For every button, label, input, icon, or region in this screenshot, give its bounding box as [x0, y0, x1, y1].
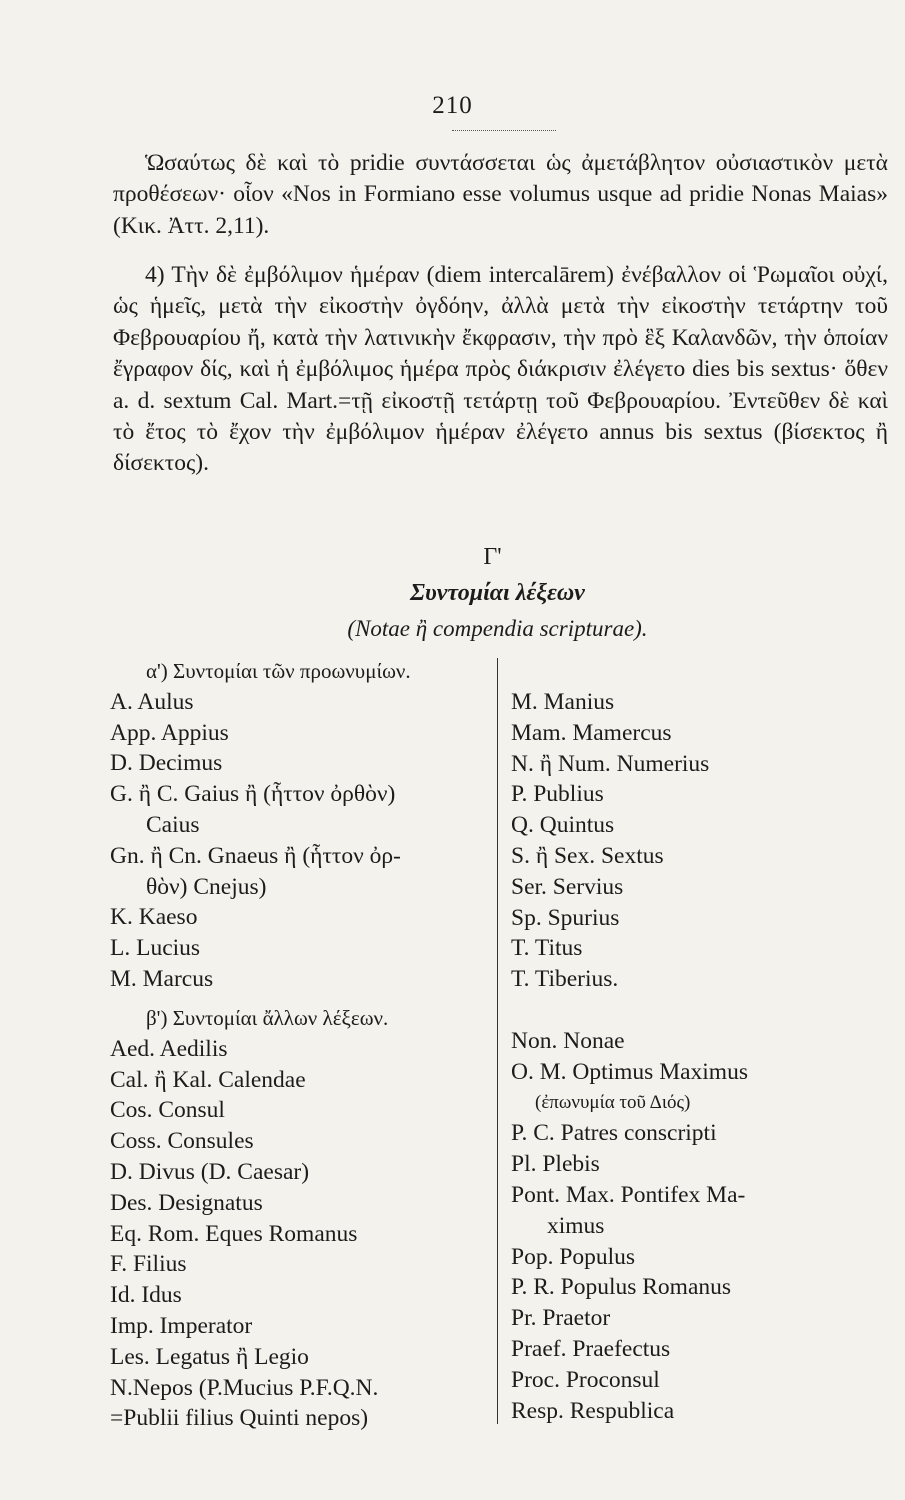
list-item: Mam. Mamercus — [511, 719, 672, 746]
list-item: Non. Nonae — [511, 1028, 625, 1054]
list-item: F. Filius — [110, 1251, 187, 1278]
list-item: Ser. Servius — [511, 873, 624, 900]
list-item: Aed. Aedilis — [110, 1035, 228, 1062]
section-subtitle: (Notae ἢ compendia scripturae). — [347, 616, 648, 641]
list-item: Eq. Rom. Eques Romanus — [110, 1220, 358, 1247]
list-item: L. Lucius — [110, 935, 201, 962]
list-item: Sp. Spurius — [511, 904, 620, 931]
list-item: N. ἢ Num. Numerius — [511, 750, 710, 777]
list-item: M. Marcus — [110, 965, 214, 992]
list-item-continuation: Caius — [146, 811, 200, 838]
abbreviations-other-words-list-right — [511, 1026, 748, 1426]
list-item-continuation: θὸν) Cnejus) — [146, 873, 267, 900]
list-item: Cal. ἢ Kal. Calendae — [110, 1066, 306, 1093]
list-item-continuation: ximus — [547, 1212, 605, 1239]
section-title: Συντομίαι λέξεων — [410, 580, 585, 606]
list-item: Id. Idus — [110, 1282, 182, 1309]
list-item: N.Nepos (P.Mucius P.F.Q.N. — [110, 1374, 379, 1401]
list-item: Des. Designatus — [110, 1189, 263, 1216]
list-item: D. Divus (D. Caesar) — [110, 1158, 310, 1185]
page-number: 210 — [432, 92, 473, 119]
section-letter: Γ' — [483, 544, 502, 570]
list-item: Les. Legatus ἢ Legio — [110, 1343, 309, 1370]
list-item: =Publii filius Quinti nepos) — [110, 1405, 369, 1432]
list-item: A. Aulus — [110, 688, 194, 715]
list-item: K. Kaeso — [110, 904, 198, 931]
list-item: D. Decimus — [110, 750, 223, 777]
list-item: Resp. Respublica — [511, 1397, 675, 1424]
abbreviations-other-words-list — [110, 1003, 388, 1434]
page-number-rule — [452, 130, 556, 131]
abbreviations-praenomina-list — [110, 656, 411, 995]
list-item: Proc. Proconsul — [511, 1366, 660, 1393]
list-item: Gn. ἢ Cn. Gnaeus ἢ (ἧττον ὀρ- — [110, 842, 401, 869]
list-item: P. R. Populus Romanus — [511, 1274, 732, 1301]
list-item: Imp. Imperator — [110, 1312, 253, 1339]
list-item: Praef. Praefectus — [511, 1335, 671, 1362]
list-item: G. ἢ C. Gaius ἢ (ἧττον ὀρθὸν) — [110, 781, 396, 808]
list-item: M. Manius — [511, 689, 615, 715]
paragraph-pridie: Ὡσαύτως δὲ καὶ τὸ pridie συντάσσεται ὡς ἀμετάβλητον οὐσιαστικὸν μετὰ προθέσεων· οἷον «Nos in Formiano esse volumus usque ad pridie Nonas Maias» (Κικ. Ἀττ. 2,11). — [113, 150, 888, 239]
list-item: T. Tiberius. — [511, 966, 619, 993]
list-item: O. M. Optimus Maximus — [511, 1058, 748, 1085]
abbreviations-praenomina-list-right — [511, 687, 709, 995]
list-item-continuation: (ἐπωνυμία τοῦ Διός) — [535, 1091, 691, 1113]
list-item: S. ἢ Sex. Sextus — [511, 842, 664, 869]
list-item: Pr. Praetor — [511, 1305, 611, 1332]
list-item: Pont. Max. Pontifex Ma- — [511, 1181, 746, 1208]
paragraph-intercalary-day: 4) Τὴν δὲ ἐμβόλιμον ἡμέραν (diem intercalārem) ἐνέβαλλον οἱ Ῥωμαῖοι οὐχί, ὡς ἡμεῖς, μετὰ τὴν εἰκοστὴν ὀγδόην, ἀλλὰ μετὰ τὴν εἰκοστὴν τετάρτην τοῦ Φεβρουαρίου ἤ, κατὰ τὴν λατινικὴν ἔκφρασιν, τὴν πρὸ ἓξ Καλανδῶν, τὴν ὁποίαν ἔγραφον δίς, καὶ ἡ ἐμβόλιμος ἡμέρα πρὸς διάκρισιν ἐλέγετο dies bis sextus· ὅθεν a. d. sextum Cal. Mart.=τῇ εἰκοστῇ τετάρτῃ τοῦ Φεβρουαρίου. Ἐντεῦθεν δὲ καὶ τὸ ἔτος τὸ ἔχον τὴν ἐμβόλιμον ἡμέραν ἐλέγετο annus bis sextus (βίσεκτος ἢ δίσεκτος). — [113, 262, 888, 477]
list-item: Coss. Consules — [110, 1128, 254, 1155]
list-item: Cos. Consul — [110, 1097, 225, 1124]
list-heading: α') Συντομίαι τῶν προωνυμίων. — [146, 659, 411, 683]
list-item: Pl. Plebis — [511, 1151, 600, 1178]
list-item: Q. Quintus — [511, 812, 615, 839]
list-item: P. Publius — [511, 781, 604, 808]
list-item: App. Appius — [110, 719, 229, 746]
column-divider — [497, 658, 498, 1424]
list-item: T. Titus — [511, 935, 583, 962]
list-heading: β') Συντομίαι ἄλλων λέξεων. — [146, 1006, 389, 1030]
list-item: P. C. Patres conscripti — [511, 1120, 717, 1147]
list-item: Pop. Populus — [511, 1243, 636, 1270]
